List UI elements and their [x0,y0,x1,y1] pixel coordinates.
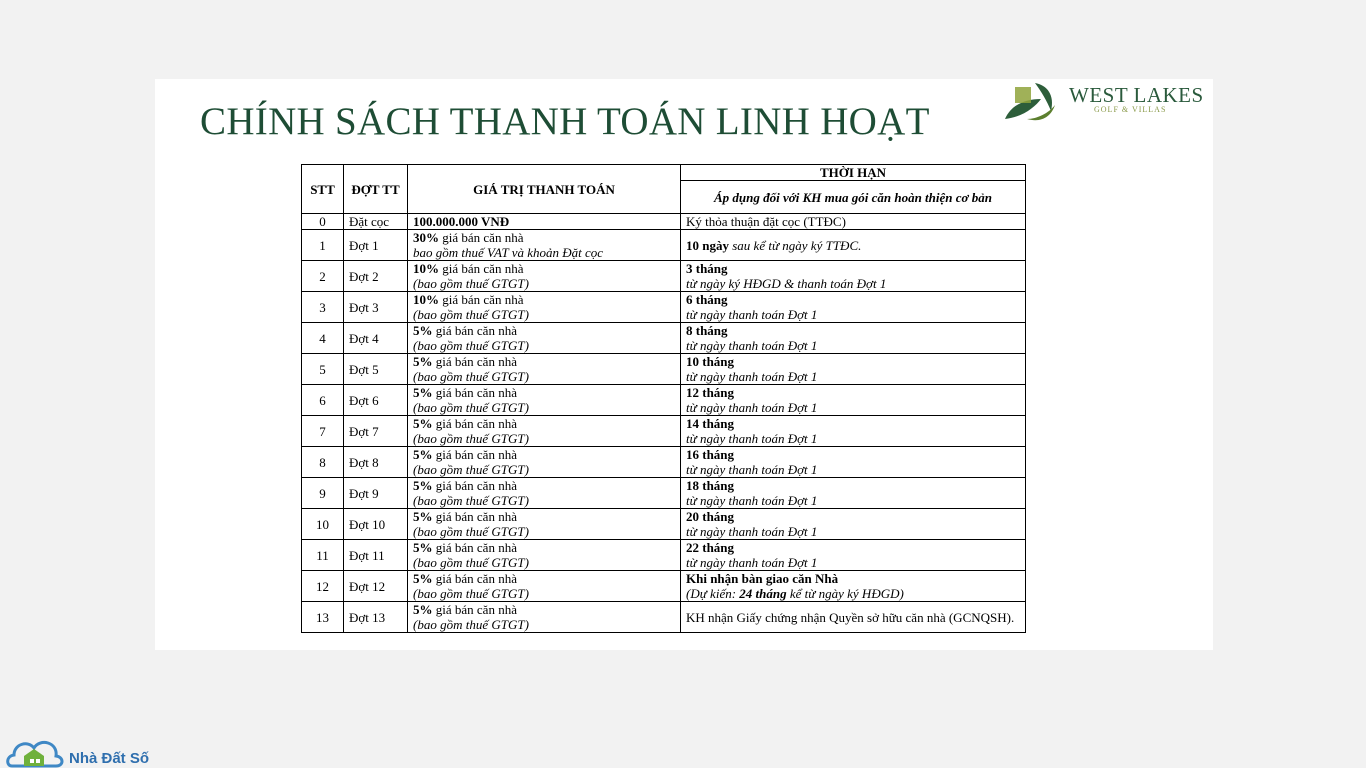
value-note: (bao gồm thuế GTGT) [413,586,529,601]
cell-dot: Đợt 8 [344,447,408,478]
table-row [302,354,1026,385]
value-desc: giá bán căn nhà [432,478,517,493]
cell-gia-tri [408,571,681,602]
cell-thoi-han [681,602,1026,633]
table-row [302,261,1026,292]
cell-dot: Đợt 2 [344,261,408,292]
cell-gia-tri [408,292,681,323]
cell-thoi-han [681,509,1026,540]
cell-thoi-han [681,214,1026,230]
cell-stt: 12 [302,571,344,602]
header-stt: STT [302,165,344,214]
leaf-logo-icon [1001,79,1061,127]
value-desc: giá bán căn nhà [439,261,524,276]
value-desc: giá bán căn nhà [432,602,517,617]
header-dot: ĐỢT TT [344,165,408,214]
time-main: 10 tháng [686,354,735,369]
cell-gia-tri [408,416,681,447]
cloud-house-icon [6,732,66,768]
table-row [302,214,1026,230]
time-desc: KH nhận Giấy chứng nhận Quyền sở hữu căn nhà (GCNQSH). [686,609,1015,625]
cell-gia-tri [408,540,681,571]
value-amount: 100.000.000 VNĐ [413,214,510,229]
time-desc: sau kể từ ngày ký TTĐC. [728,237,862,253]
cell-thoi-han [681,447,1026,478]
value-desc: giá bán căn nhà [439,230,524,245]
time-main: 16 tháng [686,447,735,462]
value-desc: giá bán căn nhà [432,416,517,431]
time-main: Khi nhận bàn giao căn Nhà [686,571,839,586]
cell-thoi-han [681,292,1026,323]
time-note: từ ngày ký HĐGD & thanh toán Đợt 1 [686,276,887,291]
value-note: (bao gồm thuế GTGT) [413,431,529,446]
value-amount: 5% [413,447,433,462]
cell-stt: 11 [302,540,344,571]
cell-stt: 8 [302,447,344,478]
table-row [302,385,1026,416]
value-amount: 5% [413,385,433,400]
value-amount: 5% [413,571,433,586]
cell-stt: 0 [302,214,344,230]
value-amount: 5% [413,478,433,493]
time-note: từ ngày thanh toán Đợt 1 [686,493,818,508]
value-amount: 5% [413,602,433,617]
value-note: (bao gồm thuế GTGT) [413,524,529,539]
cell-gia-tri [408,509,681,540]
table-row [302,230,1026,261]
footer-logo [6,732,166,768]
cell-gia-tri [408,230,681,261]
cell-stt: 3 [302,292,344,323]
time-main: 6 tháng [686,292,728,307]
table-row [302,292,1026,323]
time-main: 10 ngày [686,237,729,253]
table-row [302,323,1026,354]
cell-stt: 6 [302,385,344,416]
brand-name: WEST LAKES [1069,83,1204,107]
cell-stt: 9 [302,478,344,509]
table-row [302,447,1026,478]
cell-thoi-han [681,416,1026,447]
value-note: (bao gồm thuế GTGT) [413,369,529,384]
value-desc: giá bán căn nhà [432,447,517,462]
value-desc: giá bán căn nhà [432,571,517,586]
value-note: (bao gồm thuế GTGT) [413,338,529,353]
cell-thoi-han [681,478,1026,509]
time-main: 20 tháng [686,509,735,524]
table-row [302,602,1026,633]
cell-stt: 7 [302,416,344,447]
cell-stt: 4 [302,323,344,354]
cell-gia-tri [408,214,681,230]
brand-tagline: GOLF & VILLAS [1094,105,1167,114]
cell-dot: Đợt 7 [344,416,408,447]
cell-stt: 13 [302,602,344,633]
cell-thoi-han [681,571,1026,602]
time-desc: Ký thỏa thuận đặt cọc (TTĐC) [686,214,846,229]
cell-stt: 5 [302,354,344,385]
payment-schedule-table [301,164,1026,633]
cell-gia-tri [408,261,681,292]
cell-stt: 2 [302,261,344,292]
time-note: từ ngày thanh toán Đợt 1 [686,400,818,415]
slide [155,79,1213,650]
value-note: (bao gồm thuế GTGT) [413,555,529,570]
cell-dot: Đợt 12 [344,571,408,602]
cell-thoi-han [681,323,1026,354]
cell-dot: Đợt 3 [344,292,408,323]
table-row [302,509,1026,540]
time-main: 3 tháng [686,261,728,276]
brand-logo [1001,79,1204,129]
value-amount: 10% [413,292,439,307]
header-thoi-han-sub: Áp dụng đối với KH mua gói căn hoàn thiện cơ bản [681,181,1026,214]
header-gia-tri: GIÁ TRỊ THANH TOÁN [408,165,681,214]
cell-gia-tri [408,354,681,385]
value-note: (bao gồm thuế GTGT) [413,462,529,477]
value-amount: 30% [413,230,439,245]
cell-gia-tri [408,385,681,416]
value-amount: 5% [413,509,433,524]
cell-gia-tri [408,323,681,354]
cell-dot: Đợt 1 [344,230,408,261]
header-thoi-han: THỜI HẠN [681,165,1026,181]
value-note: (bao gồm thuế GTGT) [413,617,529,632]
table-row [302,540,1026,571]
value-desc: giá bán căn nhà [432,323,517,338]
cell-thoi-han [681,261,1026,292]
value-note: (bao gồm thuế GTGT) [413,307,529,322]
cell-dot: Đợt 5 [344,354,408,385]
value-desc: giá bán căn nhà [432,509,517,524]
cell-thoi-han [681,540,1026,571]
time-note: từ ngày thanh toán Đợt 1 [686,431,818,446]
value-amount: 10% [413,261,439,276]
time-main: 22 tháng [686,540,735,555]
time-note: từ ngày thanh toán Đợt 1 [686,338,818,353]
cell-stt: 10 [302,509,344,540]
value-desc: giá bán căn nhà [432,354,517,369]
time-main: 14 tháng [686,416,735,431]
time-main: 12 tháng [686,385,735,400]
time-note: từ ngày thanh toán Đợt 1 [686,369,818,384]
table-row [302,571,1026,602]
cell-dot: Đợt 10 [344,509,408,540]
time-note: từ ngày thanh toán Đợt 1 [686,307,818,322]
value-amount: 5% [413,416,433,431]
time-note: từ ngày thanh toán Đợt 1 [686,555,818,570]
value-desc: giá bán căn nhà [439,292,524,307]
cell-dot: Đợt 9 [344,478,408,509]
value-desc: giá bán căn nhà [432,540,517,555]
cell-thoi-han [681,230,1026,261]
value-note: (bao gồm thuế GTGT) [413,276,529,291]
time-main: 8 tháng [686,323,728,338]
cell-gia-tri [408,602,681,633]
value-amount: 5% [413,323,433,338]
table-row [302,478,1026,509]
cell-dot: Đặt cọc [344,214,408,230]
time-note: từ ngày thanh toán Đợt 1 [686,462,818,477]
cell-thoi-han [681,354,1026,385]
page-title: CHÍNH SÁCH THANH TOÁN LINH HOẠT [200,100,930,143]
value-amount: 5% [413,540,433,555]
cell-stt: 1 [302,230,344,261]
value-note: (bao gồm thuế GTGT) [413,400,529,415]
time-note: (Dự kiến: 24 tháng kể từ ngày ký HĐGD) [686,586,904,601]
cell-dot: Đợt 13 [344,602,408,633]
cell-dot: Đợt 6 [344,385,408,416]
value-desc: giá bán căn nhà [432,385,517,400]
value-note: bao gồm thuế VAT và khoản Đặt cọc [413,245,604,260]
cell-dot: Đợt 4 [344,323,408,354]
value-amount: 5% [413,354,433,369]
time-main: 18 tháng [686,478,735,493]
cell-thoi-han [681,385,1026,416]
cell-gia-tri [408,447,681,478]
footer-logo-text: Nhà Đất Số [69,750,150,767]
cell-gia-tri [408,478,681,509]
table-row [302,416,1026,447]
time-note: từ ngày thanh toán Đợt 1 [686,524,818,539]
cell-dot: Đợt 11 [344,540,408,571]
value-note: (bao gồm thuế GTGT) [413,493,529,508]
